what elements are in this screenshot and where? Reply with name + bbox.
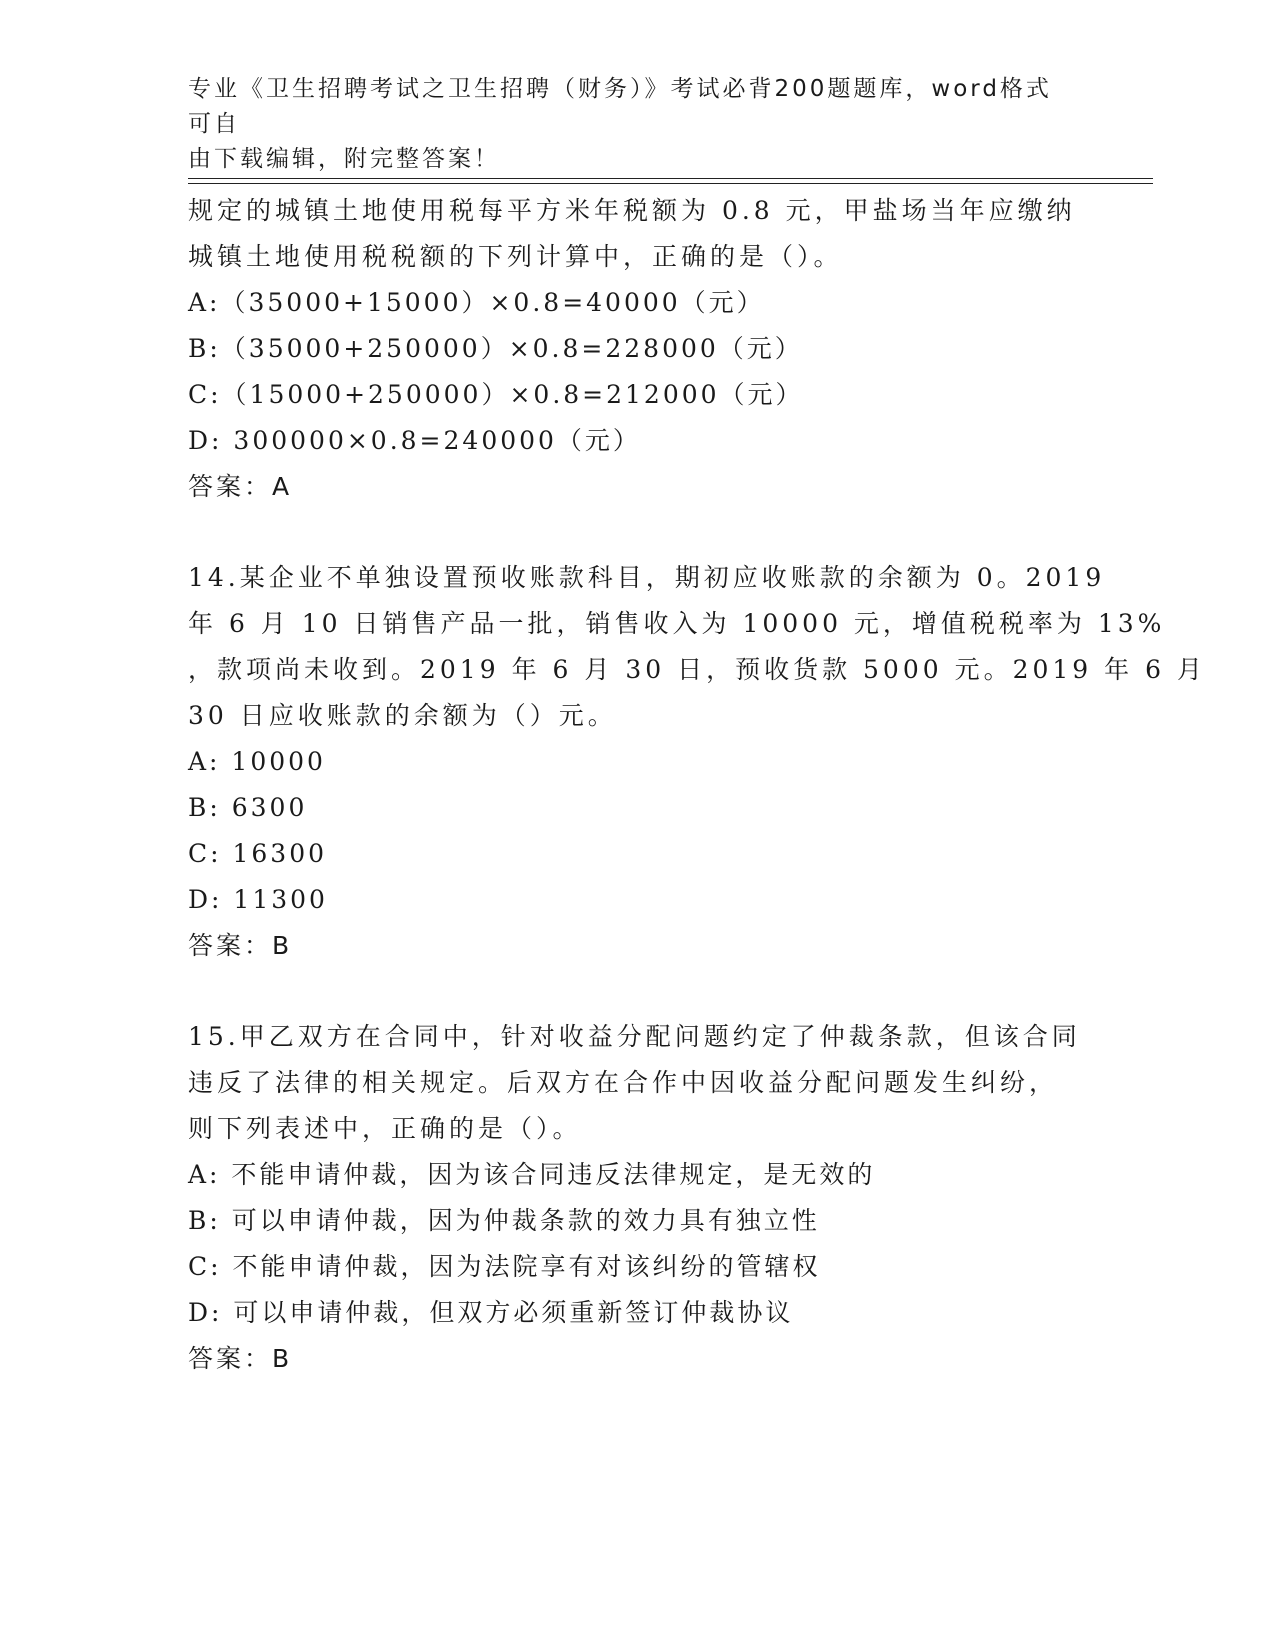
option-c: C: 16300: [188, 839, 328, 868]
question-stem-line: 15.甲乙双方在合同中，针对收益分配问题约定了仲裁条款，但该合同: [188, 1022, 1081, 1051]
option-a: A: 不能申请仲裁，因为该合同违反法律规定，是无效的: [188, 1160, 876, 1189]
option-b: B: 6300: [188, 793, 308, 822]
question-stem-line: 城镇土地使用税税额的下列计算中，正确的是（）。: [188, 242, 843, 271]
answer: 答案：B: [188, 931, 293, 960]
option-b: B: 可以申请仲裁，因为仲裁条款的效力具有独立性: [188, 1206, 820, 1235]
question-stem-line: 30 日应收账款的余额为（）元。: [188, 701, 617, 730]
question-stem-line: 14.某企业不单独设置预收账款科目，期初应收账款的余额为 0。2019: [188, 563, 1106, 592]
header-rule-top: [188, 178, 1153, 179]
question-list: [188, 188, 1206, 1382]
header-line-1: 专业《卫生招聘考试之卫生招聘（财务）》考试必背200题题库，word格式可自: [188, 76, 1052, 137]
question-13: [188, 188, 1088, 510]
option-c: C: 不能申请仲裁，因为法院享有对该纠纷的管辖权: [188, 1252, 821, 1281]
option-d: D: 300000×0.8=240000（元）: [188, 426, 641, 455]
question-stem-line: 年 6 月 10 日销售产品一批，销售收入为 10000 元，增值税税率为 13%: [188, 609, 1166, 638]
option-a: A: 10000: [188, 747, 326, 776]
option-d: D: 可以申请仲裁，但双方必须重新签订仲裁协议: [188, 1298, 794, 1327]
question-14: [188, 555, 1206, 969]
option-b: B:（35000+250000）×0.8=228000（元）: [188, 334, 803, 363]
option-d: D: 11300: [188, 885, 328, 914]
question-stem-line: 则下列表述中，正确的是（）。: [188, 1114, 582, 1143]
document-header: [188, 72, 1068, 177]
question-stem-line: ，款项尚未收到。2019 年 6 月 30 日，预收货款 5000 元。2019 年 6 月: [188, 655, 1206, 684]
question-stem-line: 违反了法律的相关规定。后双方在合作中因收益分配问题发生纠纷，: [188, 1068, 1059, 1097]
header-rule-bottom: [188, 183, 1153, 184]
option-a: A:（35000+15000）×0.8=40000（元）: [188, 288, 765, 317]
option-c: C:（15000+250000）×0.8=212000（元）: [188, 380, 804, 409]
question-stem-line: 规定的城镇土地使用税每平方米年税额为 0.8 元，甲盐场当年应缴纳: [188, 196, 1076, 225]
header-line-2: 由下载编辑，附完整答案！: [188, 146, 500, 172]
answer: 答案：A: [188, 472, 293, 501]
answer: 答案：B: [188, 1344, 293, 1373]
question-15: [188, 1014, 1088, 1382]
